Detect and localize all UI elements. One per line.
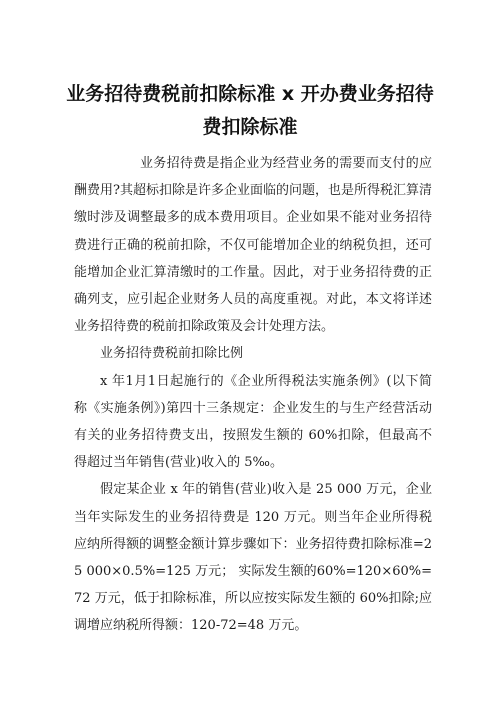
document-body (74, 150, 432, 640)
paragraph-example: 假定某企业 x 年的销售(营业)收入是 25 000 万元，企业当年实际发生的业务招待费是 120 万元。则当年企业所得税应纳所得额的调整金额计算步骤如下：业务招待费扣除标准=25 000×0.5%=125 万元； 实际发生额的60%=120×60%=72 万元，低于扣除标准，所以应按实际发生额的 60%扣除;应调增应纳税所得额：120-72=48 万元。 (74, 482, 432, 634)
paragraph-regulation: x 年1月1日起施行的《企业所得税法实施条例》(以下简称《实施条例》)第四十三条规定：企业发生的与生产经营活动有关的业务招待费支出，按照发生额的 60%扣除，但最高不得超过当年销售(营业)收入的 5‰。 (74, 373, 432, 471)
section-heading: 业务招待费税前扣除比例 (100, 346, 244, 362)
paragraph-intro: 业务招待费是指企业为经营业务的需要而支付的应酬费用?其超标扣除是许多企业面临的问题，也是所得税汇算清缴时涉及调整最多的成本费用项目。企业如果不能对业务招待费进行正确的税前扣除，不仅可能增加企业的纳税负担，还可能增加企业汇算清缴时的工作量。因此，对于业务招待费的正确列支，应引起企业财务人员的高度重视。对此，本文将详述业务招待费的税前扣除政策及会计处理方法。 (74, 156, 432, 335)
document-title: 业务招待费税前扣除标准 x 开办费业务招待费扣除标准 (66, 83, 434, 138)
